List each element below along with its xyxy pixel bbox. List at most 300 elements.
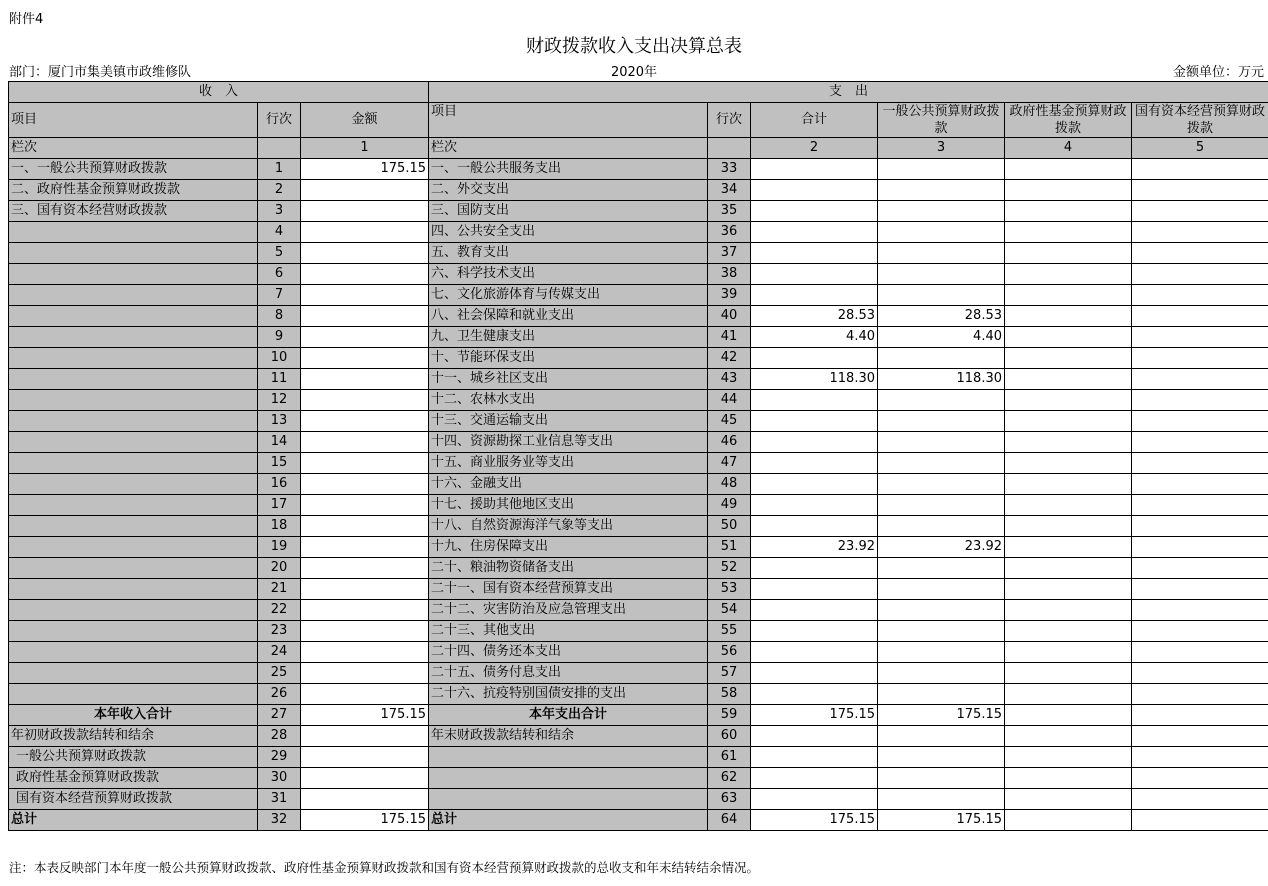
expense-total	[751, 285, 878, 306]
carry-value-cell	[1005, 789, 1132, 810]
income-row-no: 14	[258, 432, 301, 453]
expense-item: 十四、资源勘探工业信息等支出	[429, 432, 708, 453]
income-row-no: 21	[258, 579, 301, 600]
income-carry-row-no: 31	[258, 789, 301, 810]
expense-section-header: 支 出	[429, 82, 1268, 103]
income-amount	[301, 537, 429, 558]
carry-value-cell	[1132, 747, 1268, 768]
expense-total	[751, 390, 878, 411]
expense-total	[751, 621, 878, 642]
expense-state-capital	[1132, 411, 1268, 432]
expense-row-no: 42	[708, 348, 751, 369]
income-row-header: 行次	[258, 103, 301, 138]
income-section-header: 收 入	[9, 82, 429, 103]
expense-row-no: 34	[708, 180, 751, 201]
expense-government-fund	[1005, 180, 1132, 201]
expense-general-budget	[878, 516, 1005, 537]
carry-value-cell	[1005, 726, 1132, 747]
expense-item: 十七、援助其他地区支出	[429, 495, 708, 516]
table-row	[9, 474, 1268, 495]
expense-general-budget	[878, 663, 1005, 684]
income-item	[9, 390, 258, 411]
income-amount	[301, 390, 429, 411]
expense-row-no: 50	[708, 516, 751, 537]
expense-total	[751, 264, 878, 285]
expense-government-fund	[1005, 222, 1132, 243]
income-item	[9, 516, 258, 537]
income-row-no: 8	[258, 306, 301, 327]
expense-general-budget	[878, 390, 1005, 411]
expense-state-capital	[1132, 390, 1268, 411]
expense-row-no: 52	[708, 558, 751, 579]
income-carry-amount	[301, 789, 429, 810]
expense-general-budget	[878, 201, 1005, 222]
income-carry-row-no: 28	[258, 726, 301, 747]
expense-state-capital	[1132, 453, 1268, 474]
expense-item: 十八、自然资源海洋气象等支出	[429, 516, 708, 537]
expense-item: 二十二、灾害防治及应急管理支出	[429, 600, 708, 621]
expense-government-fund	[1005, 495, 1132, 516]
carry-value-cell	[878, 789, 1005, 810]
income-amount	[301, 201, 429, 222]
expense-total	[751, 348, 878, 369]
expense-state-capital	[1132, 432, 1268, 453]
expense-state-capital	[1132, 348, 1268, 369]
table-row	[9, 201, 1268, 222]
income-amount	[301, 369, 429, 390]
expense-state-capital	[1132, 222, 1268, 243]
income-amount	[301, 495, 429, 516]
footnote: 注：本表反映部门本年度一般公共预算财政拨款、政府性基金预算财政拨款和国有资本经营预算财政拨款的总收支和年末结转结余情况。	[9, 860, 760, 875]
expense-item: 二、外交支出	[429, 180, 708, 201]
attachment-label: 附件4	[9, 12, 44, 27]
expense-total-label: 本年支出合计	[429, 705, 708, 726]
expense-total: 4.40	[751, 327, 878, 348]
income-amount: 175.15	[301, 159, 429, 180]
income-carry-item: 年初财政拨款结转和结余	[9, 726, 258, 747]
expense-item: 十、节能环保支出	[429, 348, 708, 369]
table-row	[9, 621, 1268, 642]
income-item: 二、政府性基金预算财政拨款	[9, 180, 258, 201]
expense-general-budget	[878, 180, 1005, 201]
income-item	[9, 222, 258, 243]
expense-item: 十二、农林水支出	[429, 390, 708, 411]
income-item	[9, 432, 258, 453]
income-row-no: 1	[258, 159, 301, 180]
table-row	[9, 264, 1268, 285]
expense-row-no: 55	[708, 621, 751, 642]
expense-item: 三、国防支出	[429, 201, 708, 222]
table-row	[9, 390, 1268, 411]
expense-state-capital	[1132, 663, 1268, 684]
expense-government-fund	[1005, 327, 1132, 348]
table-row	[9, 222, 1268, 243]
expense-total	[751, 579, 878, 600]
expense-government-fund	[1005, 663, 1132, 684]
expense-grand-general: 175.15	[878, 810, 1005, 831]
income-grand-amount: 175.15	[301, 810, 429, 831]
expense-item: 七、文化旅游体育与传媒支出	[429, 285, 708, 306]
income-carry-amount	[301, 726, 429, 747]
expense-total: 23.92	[751, 537, 878, 558]
expense-general-budget	[878, 474, 1005, 495]
expense-state-capital	[1132, 642, 1268, 663]
expense-state-capital	[1132, 243, 1268, 264]
income-row-no: 16	[258, 474, 301, 495]
expense-total	[751, 180, 878, 201]
income-amount	[301, 516, 429, 537]
income-row-no: 15	[258, 453, 301, 474]
income-row-no: 3	[258, 201, 301, 222]
expense-total-row: 59	[708, 705, 751, 726]
income-item	[9, 621, 258, 642]
expense-government-fund	[1005, 600, 1132, 621]
expense-state-capital	[1132, 579, 1268, 600]
income-amount	[301, 474, 429, 495]
expense-general-budget	[878, 411, 1005, 432]
income-item	[9, 495, 258, 516]
expense-grand-label: 总计	[429, 810, 708, 831]
income-row-no: 23	[258, 621, 301, 642]
income-amount	[301, 621, 429, 642]
income-amount	[301, 306, 429, 327]
expense-row-no: 58	[708, 684, 751, 705]
expense-row-no: 33	[708, 159, 751, 180]
expense-state-capital	[1132, 201, 1268, 222]
expense-state-capital	[1132, 684, 1268, 705]
income-item	[9, 327, 258, 348]
report-title: 财政拨款收入支出决算总表	[526, 36, 742, 57]
carryover-row	[9, 747, 1268, 768]
income-row-no: 25	[258, 663, 301, 684]
expense-row-no: 40	[708, 306, 751, 327]
expense-carry-item: 年末财政拨款结转和结余	[429, 726, 708, 747]
income-row-no: 6	[258, 264, 301, 285]
expense-item: 十五、商业服务业等支出	[429, 453, 708, 474]
expense-row-no: 35	[708, 201, 751, 222]
income-row-no: 24	[258, 642, 301, 663]
income-item	[9, 558, 258, 579]
table-row	[9, 537, 1268, 558]
expense-government-fund	[1005, 432, 1132, 453]
expense-government-fund	[1005, 369, 1132, 390]
expense-total	[751, 495, 878, 516]
expense-total	[751, 201, 878, 222]
expense-state-capital	[1132, 558, 1268, 579]
income-carry-row-no: 30	[258, 768, 301, 789]
income-amount	[301, 285, 429, 306]
expense-government-fund	[1005, 537, 1132, 558]
income-row-no: 13	[258, 411, 301, 432]
expense-general-budget	[878, 600, 1005, 621]
income-item	[9, 663, 258, 684]
expense-item: 十六、金融支出	[429, 474, 708, 495]
expense-total	[751, 558, 878, 579]
expense-general-budget	[878, 159, 1005, 180]
expense-government-fund	[1005, 684, 1132, 705]
income-amount	[301, 432, 429, 453]
expense-general-budget	[878, 243, 1005, 264]
expense-carry-item	[429, 768, 708, 789]
expense-government-fund	[1005, 390, 1132, 411]
expense-row-no: 57	[708, 663, 751, 684]
income-item	[9, 453, 258, 474]
expense-total	[751, 474, 878, 495]
income-amount	[301, 642, 429, 663]
income-item	[9, 348, 258, 369]
income-carry-amount	[301, 747, 429, 768]
income-grand-row: 32	[258, 810, 301, 831]
income-grand-label: 总计	[9, 810, 258, 831]
expense-item: 四、公共安全支出	[429, 222, 708, 243]
index-5: 5	[1132, 138, 1268, 159]
unit-label: 金额单位：万元	[1172, 65, 1264, 80]
expense-item: 十三、交通运输支出	[429, 411, 708, 432]
expense-state-capital	[1132, 369, 1268, 390]
income-row-no: 10	[258, 348, 301, 369]
expense-state-capital	[1132, 600, 1268, 621]
expense-total	[751, 159, 878, 180]
table-row	[9, 642, 1268, 663]
income-row-no: 12	[258, 390, 301, 411]
year-label: 2020年	[610, 65, 658, 80]
expense-general-budget	[878, 348, 1005, 369]
expense-item: 二十三、其他支出	[429, 621, 708, 642]
expense-general-budget	[878, 495, 1005, 516]
income-item	[9, 684, 258, 705]
carry-value-cell	[751, 747, 878, 768]
expense-item: 九、卫生健康支出	[429, 327, 708, 348]
carry-value-cell	[1132, 726, 1268, 747]
income-amount	[301, 411, 429, 432]
income-item-header: 项目	[9, 103, 258, 138]
table-row	[9, 243, 1268, 264]
expense-row-no: 44	[708, 390, 751, 411]
income-item	[9, 285, 258, 306]
expense-general-budget: 118.30	[878, 369, 1005, 390]
expense-state-capital	[1132, 264, 1268, 285]
income-item	[9, 600, 258, 621]
table-row	[9, 516, 1268, 537]
expense-item: 六、科学技术支出	[429, 264, 708, 285]
general-budget-header: 一般公共预算财政拨款	[878, 103, 1005, 138]
carry-value-cell	[1005, 768, 1132, 789]
expense-total	[751, 222, 878, 243]
expense-state-capital	[1132, 180, 1268, 201]
expense-state-capital	[1132, 159, 1268, 180]
expense-total-general: 175.15	[878, 705, 1005, 726]
table-row	[9, 684, 1268, 705]
expense-grand-sum: 175.15	[751, 810, 878, 831]
expense-state-capital	[1132, 495, 1268, 516]
carry-value-cell	[878, 726, 1005, 747]
expense-government-fund	[1005, 642, 1132, 663]
expense-carry-item	[429, 789, 708, 810]
expense-item-header: 项目	[429, 103, 708, 138]
expense-item: 二十六、抗疫特别国债安排的支出	[429, 684, 708, 705]
expense-government-fund	[1005, 201, 1132, 222]
carry-value-cell	[1005, 747, 1132, 768]
expense-row-no: 46	[708, 432, 751, 453]
expense-carry-row-no: 62	[708, 768, 751, 789]
income-item: 一、一般公共预算财政拨款	[9, 159, 258, 180]
income-amount	[301, 453, 429, 474]
income-amount	[301, 348, 429, 369]
income-carry-item: 政府性基金预算财政拨款	[9, 768, 258, 789]
expense-total	[751, 453, 878, 474]
expense-total	[751, 600, 878, 621]
income-carry-row-no: 29	[258, 747, 301, 768]
expense-item: 二十五、债务付息支出	[429, 663, 708, 684]
income-amount	[301, 243, 429, 264]
expense-row-no: 39	[708, 285, 751, 306]
expense-general-budget	[878, 453, 1005, 474]
income-row-no: 2	[258, 180, 301, 201]
income-amount	[301, 180, 429, 201]
income-total-row: 27	[258, 705, 301, 726]
expense-row-no: 53	[708, 579, 751, 600]
expense-government-fund	[1005, 243, 1132, 264]
expense-index-label: 栏次	[429, 138, 708, 159]
table-row	[9, 369, 1268, 390]
expense-government-fund	[1005, 516, 1132, 537]
income-amount-header: 金额	[301, 103, 429, 138]
expense-total	[751, 243, 878, 264]
table-row	[9, 285, 1268, 306]
carry-value-cell	[1132, 768, 1268, 789]
expense-item: 一、一般公共服务支出	[429, 159, 708, 180]
table-row	[9, 453, 1268, 474]
expense-row-no: 36	[708, 222, 751, 243]
expense-row-header: 行次	[708, 103, 751, 138]
income-item	[9, 264, 258, 285]
income-row-no: 17	[258, 495, 301, 516]
expense-state-capital	[1132, 537, 1268, 558]
expense-row-no: 38	[708, 264, 751, 285]
carry-value-cell	[878, 747, 1005, 768]
expense-item: 二十四、债务还本支出	[429, 642, 708, 663]
carry-value-cell	[1132, 789, 1268, 810]
income-amount	[301, 222, 429, 243]
income-row-no: 11	[258, 369, 301, 390]
income-carry-item: 国有资本经营预算财政拨款	[9, 789, 258, 810]
expense-total: 118.30	[751, 369, 878, 390]
table-row	[9, 495, 1268, 516]
expense-government-fund	[1005, 453, 1132, 474]
carry-value-cell	[878, 768, 1005, 789]
income-amount	[301, 327, 429, 348]
income-item	[9, 474, 258, 495]
expense-item: 二十一、国有资本经营预算支出	[429, 579, 708, 600]
expense-row-no: 41	[708, 327, 751, 348]
income-row-no: 22	[258, 600, 301, 621]
expense-government-fund	[1005, 579, 1132, 600]
expense-total	[751, 684, 878, 705]
expense-row-no: 43	[708, 369, 751, 390]
expense-item: 十九、住房保障支出	[429, 537, 708, 558]
carry-value-cell	[751, 726, 878, 747]
expense-state-capital	[1132, 474, 1268, 495]
expense-government-fund	[1005, 558, 1132, 579]
carryover-row	[9, 726, 1268, 747]
income-amount	[301, 579, 429, 600]
expense-total: 28.53	[751, 306, 878, 327]
expense-government-fund	[1005, 285, 1132, 306]
income-amount	[301, 264, 429, 285]
expense-item: 十一、城乡社区支出	[429, 369, 708, 390]
income-row-no: 4	[258, 222, 301, 243]
expense-government-fund	[1005, 159, 1132, 180]
expense-row-no: 54	[708, 600, 751, 621]
expense-government-fund	[1005, 474, 1132, 495]
income-index-label: 栏次	[9, 138, 258, 159]
income-item	[9, 537, 258, 558]
income-row-no: 26	[258, 684, 301, 705]
expense-general-budget	[878, 222, 1005, 243]
expense-total	[751, 411, 878, 432]
carryover-row	[9, 768, 1268, 789]
income-row-no: 20	[258, 558, 301, 579]
expense-government-fund	[1005, 411, 1132, 432]
expense-carry-row-no: 61	[708, 747, 751, 768]
income-item: 三、国有资本经营财政拨款	[9, 201, 258, 222]
income-amount	[301, 684, 429, 705]
index-4: 4	[1005, 138, 1132, 159]
income-total-amount: 175.15	[301, 705, 429, 726]
expense-general-budget	[878, 684, 1005, 705]
income-row-no: 5	[258, 243, 301, 264]
expense-general-budget	[878, 432, 1005, 453]
income-item	[9, 306, 258, 327]
table-row	[9, 306, 1268, 327]
table-row	[9, 579, 1268, 600]
expense-general-budget	[878, 642, 1005, 663]
expense-total-sum: 175.15	[751, 705, 878, 726]
expense-row-no: 49	[708, 495, 751, 516]
expense-total	[751, 432, 878, 453]
income-item	[9, 369, 258, 390]
expense-general-budget	[878, 621, 1005, 642]
income-amount	[301, 663, 429, 684]
income-total-label: 本年收入合计	[9, 705, 258, 726]
table-row	[9, 663, 1268, 684]
expense-carry-row-no: 60	[708, 726, 751, 747]
expense-general-budget	[878, 264, 1005, 285]
expense-total	[751, 663, 878, 684]
expense-state-capital	[1132, 621, 1268, 642]
carry-value-cell	[751, 768, 878, 789]
index-3: 3	[878, 138, 1005, 159]
expense-general-budget	[878, 558, 1005, 579]
expense-total	[751, 516, 878, 537]
expense-row-no: 48	[708, 474, 751, 495]
expense-row-no: 45	[708, 411, 751, 432]
table-row	[9, 411, 1268, 432]
income-amount	[301, 600, 429, 621]
department-label: 部门：厦门市集美镇市政维修队	[9, 65, 192, 80]
expense-general-budget	[878, 285, 1005, 306]
carry-value-cell	[751, 789, 878, 810]
expense-grand-row: 64	[708, 810, 751, 831]
expense-row-no: 56	[708, 642, 751, 663]
expense-general-budget: 23.92	[878, 537, 1005, 558]
expense-row-no: 51	[708, 537, 751, 558]
expense-general-budget: 28.53	[878, 306, 1005, 327]
table-row	[9, 180, 1268, 201]
expense-government-fund	[1005, 306, 1132, 327]
index-2: 2	[751, 138, 878, 159]
expense-row-no: 47	[708, 453, 751, 474]
